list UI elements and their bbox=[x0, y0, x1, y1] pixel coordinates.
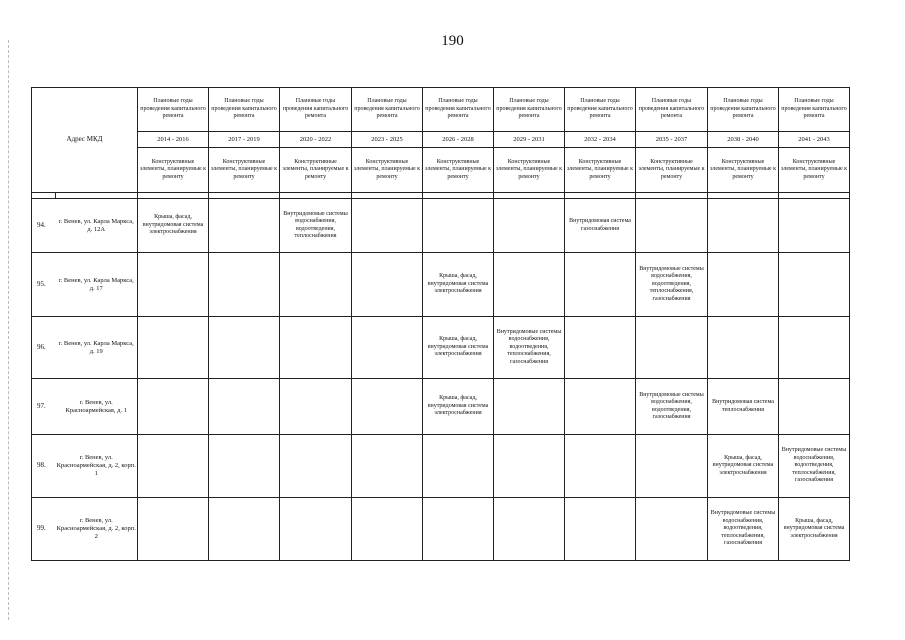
repair-work-cell bbox=[708, 253, 779, 317]
plan-years-label: Плановые годы проведения капитального ремонта bbox=[280, 88, 352, 132]
repair-work-cell bbox=[779, 379, 850, 435]
repair-work-cell: Внутридомовые системы водоснабжения, водоотведения, теплоснабжения bbox=[280, 199, 352, 253]
header-years-row bbox=[32, 132, 850, 148]
elements-label: Конструктивные элементы, планируемые к ремонту bbox=[209, 148, 280, 193]
row-number: 95. bbox=[32, 253, 56, 317]
plan-years-label: Плановые годы проведения капитального ремонта bbox=[565, 88, 636, 132]
table-row bbox=[32, 317, 850, 379]
repair-work-cell bbox=[209, 498, 280, 561]
repair-work-cell bbox=[138, 317, 209, 379]
repair-work-cell bbox=[352, 435, 423, 498]
repair-work-cell bbox=[352, 199, 423, 253]
building-address: г. Венев, ул. Карла Маркса, д. 17 bbox=[56, 253, 138, 317]
period-label: 2038 - 2040 bbox=[708, 132, 779, 148]
repair-work-cell: Крыша, фасад, внутридомовая система электроснабжения bbox=[423, 379, 494, 435]
repair-work-cell bbox=[636, 317, 708, 379]
repair-work-cell bbox=[138, 379, 209, 435]
repair-work-cell bbox=[708, 199, 779, 253]
elements-label: Конструктивные элементы, планируемые к ремонту bbox=[636, 148, 708, 193]
repair-work-cell bbox=[423, 435, 494, 498]
plan-years-label: Плановые годы проведения капитального ремонта bbox=[494, 88, 565, 132]
period-label: 2020 - 2022 bbox=[280, 132, 352, 148]
repair-work-cell bbox=[494, 498, 565, 561]
repair-work-cell bbox=[565, 317, 636, 379]
repair-work-cell bbox=[565, 498, 636, 561]
plan-years-label: Плановые годы проведения капитального ремонта bbox=[423, 88, 494, 132]
header-elements-row bbox=[32, 148, 850, 193]
repair-work-cell bbox=[423, 498, 494, 561]
row-number: 96. bbox=[32, 317, 56, 379]
repair-work-cell: Внутридомовые системы водоснабжения, водоотведения, теплоснабжения, газоснабжения bbox=[494, 317, 565, 379]
repair-work-cell bbox=[352, 253, 423, 317]
period-label: 2026 - 2028 bbox=[423, 132, 494, 148]
plan-years-label: Плановые годы проведения капитального ремонта bbox=[138, 88, 209, 132]
repair-work-cell bbox=[280, 498, 352, 561]
header-plan-row bbox=[32, 88, 850, 132]
repair-work-cell bbox=[209, 199, 280, 253]
table-row bbox=[32, 379, 850, 435]
row-number: 98. bbox=[32, 435, 56, 498]
repair-work-cell bbox=[779, 253, 850, 317]
repair-work-cell: Крыша, фасад, внутридомовая система электроснабжения bbox=[779, 498, 850, 561]
table-row bbox=[32, 435, 850, 498]
period-label: 2017 - 2019 bbox=[209, 132, 280, 148]
capital-repair-table bbox=[31, 87, 850, 561]
repair-work-cell bbox=[209, 253, 280, 317]
repair-work-cell bbox=[494, 379, 565, 435]
row-number: 97. bbox=[32, 379, 56, 435]
repair-work-cell bbox=[138, 435, 209, 498]
repair-work-cell bbox=[494, 435, 565, 498]
address-header: Адрес МКД bbox=[32, 88, 138, 193]
plan-years-label: Плановые годы проведения капитального ремонта bbox=[708, 88, 779, 132]
repair-work-cell: Крыша, фасад, внутридомовая система электроснабжения bbox=[708, 435, 779, 498]
repair-work-cell: Внутридомовая система теплоснабжения bbox=[708, 379, 779, 435]
plan-years-label: Плановые годы проведения капитального ремонта bbox=[209, 88, 280, 132]
elements-label: Конструктивные элементы, планируемые к ремонту bbox=[280, 148, 352, 193]
elements-label: Конструктивные элементы, планируемые к ремонту bbox=[423, 148, 494, 193]
row-number: 94. bbox=[32, 199, 56, 253]
repair-work-cell bbox=[280, 253, 352, 317]
repair-work-cell bbox=[636, 435, 708, 498]
repair-work-cell bbox=[494, 253, 565, 317]
repair-work-cell: Внутридомовая система газоснабжения bbox=[565, 199, 636, 253]
repair-work-cell bbox=[636, 199, 708, 253]
repair-work-cell: Внутридомовые системы водоснабжения, водоотведения, теплоснабжения, газоснабжения bbox=[779, 435, 850, 498]
elements-label: Конструктивные элементы, планируемые к ремонту bbox=[708, 148, 779, 193]
plan-years-label: Плановые годы проведения капитального ремонта bbox=[779, 88, 850, 132]
repair-work-cell bbox=[209, 379, 280, 435]
period-label: 2035 - 2037 bbox=[636, 132, 708, 148]
repair-work-cell: Крыша, фасад, внутридомовая система электроснабжения bbox=[138, 199, 209, 253]
repair-work-cell bbox=[565, 379, 636, 435]
repair-work-cell bbox=[280, 435, 352, 498]
period-label: 2029 - 2031 bbox=[494, 132, 565, 148]
repair-work-cell bbox=[565, 253, 636, 317]
repair-work-cell bbox=[423, 199, 494, 253]
building-address: г. Венев, ул. Красноармейская, д. 2, корп. 1 bbox=[56, 435, 138, 498]
repair-work-cell bbox=[352, 317, 423, 379]
building-address: г. Венев, ул. Красноармейская, д. 2, корп. 2 bbox=[56, 498, 138, 561]
period-label: 2023 - 2025 bbox=[352, 132, 423, 148]
building-address: г. Венев, ул. Красноармейская, д. 1 bbox=[56, 379, 138, 435]
elements-label: Конструктивные элементы, планируемые к ремонту bbox=[494, 148, 565, 193]
plan-years-label: Плановые годы проведения капитального ремонта bbox=[352, 88, 423, 132]
repair-work-cell bbox=[209, 317, 280, 379]
elements-label: Конструктивные элементы, планируемые к ремонту bbox=[779, 148, 850, 193]
repair-work-cell: Внутридомовые системы водоснабжения, водоотведения, теплоснабжения, газоснабжения bbox=[636, 253, 708, 317]
period-label: 2032 - 2034 bbox=[565, 132, 636, 148]
table-row bbox=[32, 498, 850, 561]
repair-work-cell bbox=[779, 317, 850, 379]
repair-work-cell bbox=[352, 379, 423, 435]
repair-work-cell bbox=[779, 199, 850, 253]
repair-work-cell bbox=[280, 379, 352, 435]
row-number: 99. bbox=[32, 498, 56, 561]
repair-work-cell: Внутридомовые системы водоснабжения, водоотведения, теплоснабжения, газоснабжения bbox=[708, 498, 779, 561]
table-row bbox=[32, 199, 850, 253]
page-number: 190 bbox=[441, 33, 464, 49]
elements-label: Конструктивные элементы, планируемые к ремонту bbox=[138, 148, 209, 193]
elements-label: Конструктивные элементы, планируемые к ремонту bbox=[565, 148, 636, 193]
repair-work-cell bbox=[209, 435, 280, 498]
repair-work-cell bbox=[280, 317, 352, 379]
period-label: 2041 - 2043 bbox=[779, 132, 850, 148]
repair-work-cell bbox=[138, 253, 209, 317]
repair-work-cell: Крыша, фасад, внутридомовая система электроснабжения bbox=[423, 317, 494, 379]
repair-work-cell bbox=[494, 199, 565, 253]
building-address: г. Венев, ул. Карла Маркса, д. 19 bbox=[56, 317, 138, 379]
repair-work-cell bbox=[138, 498, 209, 561]
repair-work-cell bbox=[565, 435, 636, 498]
repair-work-cell bbox=[636, 498, 708, 561]
elements-label: Конструктивные элементы, планируемые к ремонту bbox=[352, 148, 423, 193]
building-address: г. Венев, ул. Карла Маркса, д. 12А bbox=[56, 199, 138, 253]
repair-work-cell: Внутридомовые системы водоснабжения, водоотведения, газоснабжения bbox=[636, 379, 708, 435]
repair-work-cell bbox=[352, 498, 423, 561]
repair-work-cell bbox=[708, 317, 779, 379]
table-row bbox=[32, 253, 850, 317]
plan-years-label: Плановые годы проведения капитального ремонта bbox=[636, 88, 708, 132]
repair-work-cell: Крыша, фасад, внутридомовая система электроснабжения bbox=[423, 253, 494, 317]
binding-edge-line bbox=[8, 40, 9, 620]
period-label: 2014 - 2016 bbox=[138, 132, 209, 148]
